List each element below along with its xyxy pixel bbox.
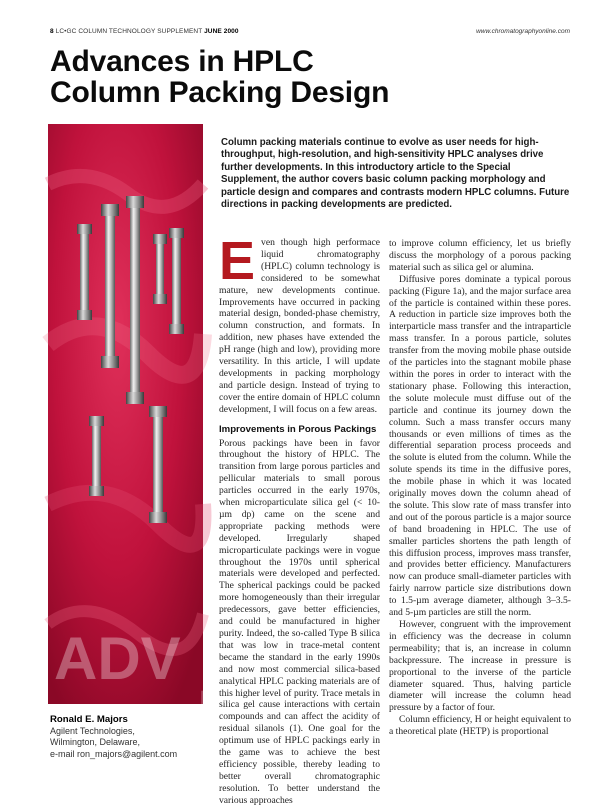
section-heading: Improvements in Porous Packings — [219, 423, 377, 435]
body-column-1 — [219, 231, 380, 807]
watermark-text: ADV — [54, 625, 181, 692]
col2-paragraph-4: Column efficiency, H or height equivalent to a theoretical plate (HETP) is proportional — [389, 714, 571, 738]
page-header — [0, 0, 600, 40]
intro-text: ven though high performace liquid chromatography (HPLC) column technology is considered to be somewhat mature, new developments continue. Improvements have occurred in packing material design, bonded-phase chemistry, column construction, and formats. In addition, new phases have extended the pH range (high and low), providing more versatility. In this article, I will update developments in packing morphology and particle design. Instead of trying to cover the entire domain of HPLC column development, I will focus on a few areas. — [219, 237, 380, 415]
col2-paragraph-1: to improve column efficiency, let us briefly discuss the morphology of a porous packing material such as silica gel or alumina. — [389, 238, 571, 273]
watermark-text-2: M — [198, 682, 238, 735]
article-title — [50, 45, 390, 109]
body-column-2 — [389, 238, 571, 738]
author-name: Ronald E. Majors — [50, 714, 128, 725]
article-abstract — [221, 137, 571, 211]
porous-packings-paragraph: Porous packings have been in favor throughout the history of HPLC. The transition from large porous particles and pellicular materials to small porous particles occurred in the early 1970s, when microparticulate silica gel (< 10-µm dp) came on the scene and appropriate packing methods were developed. Irregularly shaped microparticulate packings were in vogue throughout the 1970s until spherical materials were developed and perfected. The spherical packings could be packed more homogeneously than their irregular predecessors, gave better efficiencies, and could be manufactured in higher purity. Indeed, the so-called Type B silica that was low in trace-metal content became the standard in the early 1990s and now most commercial silica-based analytical HPLC packing materials are of this higher level of purity. Trace metals in silica gel cause interactions with certain compounds and can affect the acidity of residual silanols (1). One goal for the optimum use of HPLC packings early in the game was to achieve the best efficiency possible, thereby leading to better overall chromatographic resolution. To better understand the various approaches — [219, 437, 380, 806]
col2-paragraph-2: Diffusive pores dominate a typical porous packing (Figure 1a), and the major surface area of the particle is contained within these pores. A reduction in particle size improves both the interparticle mass transfer and the intraparticle mass transfer. In a porous particle, solutes transfer from the moving mobile phase outside of the particles into the stagnant mobile phase within the pores in order to interact with the stationary phase. Following this interaction, the solute molecule must diffuse out of the particle and continue its journey down the column. Such a mass transfer occurs many thousands or even millions of times as the differential separation process proceeds and the solute is eluted from the column. While the solute spends its time in the diffusive pores, the mobile phase in which it was located originally moves down the column ahead of the solute. This slow rate of mass transfer into and out of the porous particle is a major source of band broadening in HPLC. The use of smaller particles shortens the path length of this diffusion process, improves mass transfer, and provides better efficiency. Manufacturers now can produce small-diameter particles with fairly narrow particle size distributions down to 1.5-µm average diameter, although 3–3.5- and 5-µm particles are still the norm. — [389, 273, 571, 619]
website-url[interactable]: www.chromatographyonline.com — [476, 28, 570, 35]
page-number: 8 — [50, 28, 54, 35]
drop-cap: E — [219, 231, 256, 291]
publication-name: LC•GC COLUMN TECHNOLOGY SUPPLEMENT — [55, 28, 203, 35]
author-info — [50, 714, 210, 760]
issue-date: JUNE 2000 — [204, 28, 239, 35]
intro-paragraph — [219, 231, 380, 416]
title-line-2: Column Packing Design — [50, 76, 390, 109]
author-affiliation: Agilent Technologies, — [50, 725, 135, 736]
title-line-1: Advances in HPLC — [50, 45, 314, 78]
header-left — [50, 28, 239, 35]
abstract-text: Column packing materials continue to evolve as user needs for high-throughput, high-resolution, and high-sensitivity HPLC analyses drive further developments. In this introductory article to the Special Supplement, the author covers basic column packing morphology and particle design and compares and contrasts modern HPLC columns. Future directions in packing developments are predicted. — [221, 137, 570, 211]
author-location: Wilmington, Delaware, — [50, 737, 141, 747]
author-email[interactable]: e-mail ron_majors@agilent.com — [50, 748, 178, 759]
col2-paragraph-3: However, congruent with the improvement in efficiency was the decrease in column permeability; that is, an increase in column backpressure. The increase in pressure is proportional to the inverse of the particle diameter squared. Thus, halving particle diameter will increase the column head pressure by a factor of four. — [389, 619, 571, 714]
